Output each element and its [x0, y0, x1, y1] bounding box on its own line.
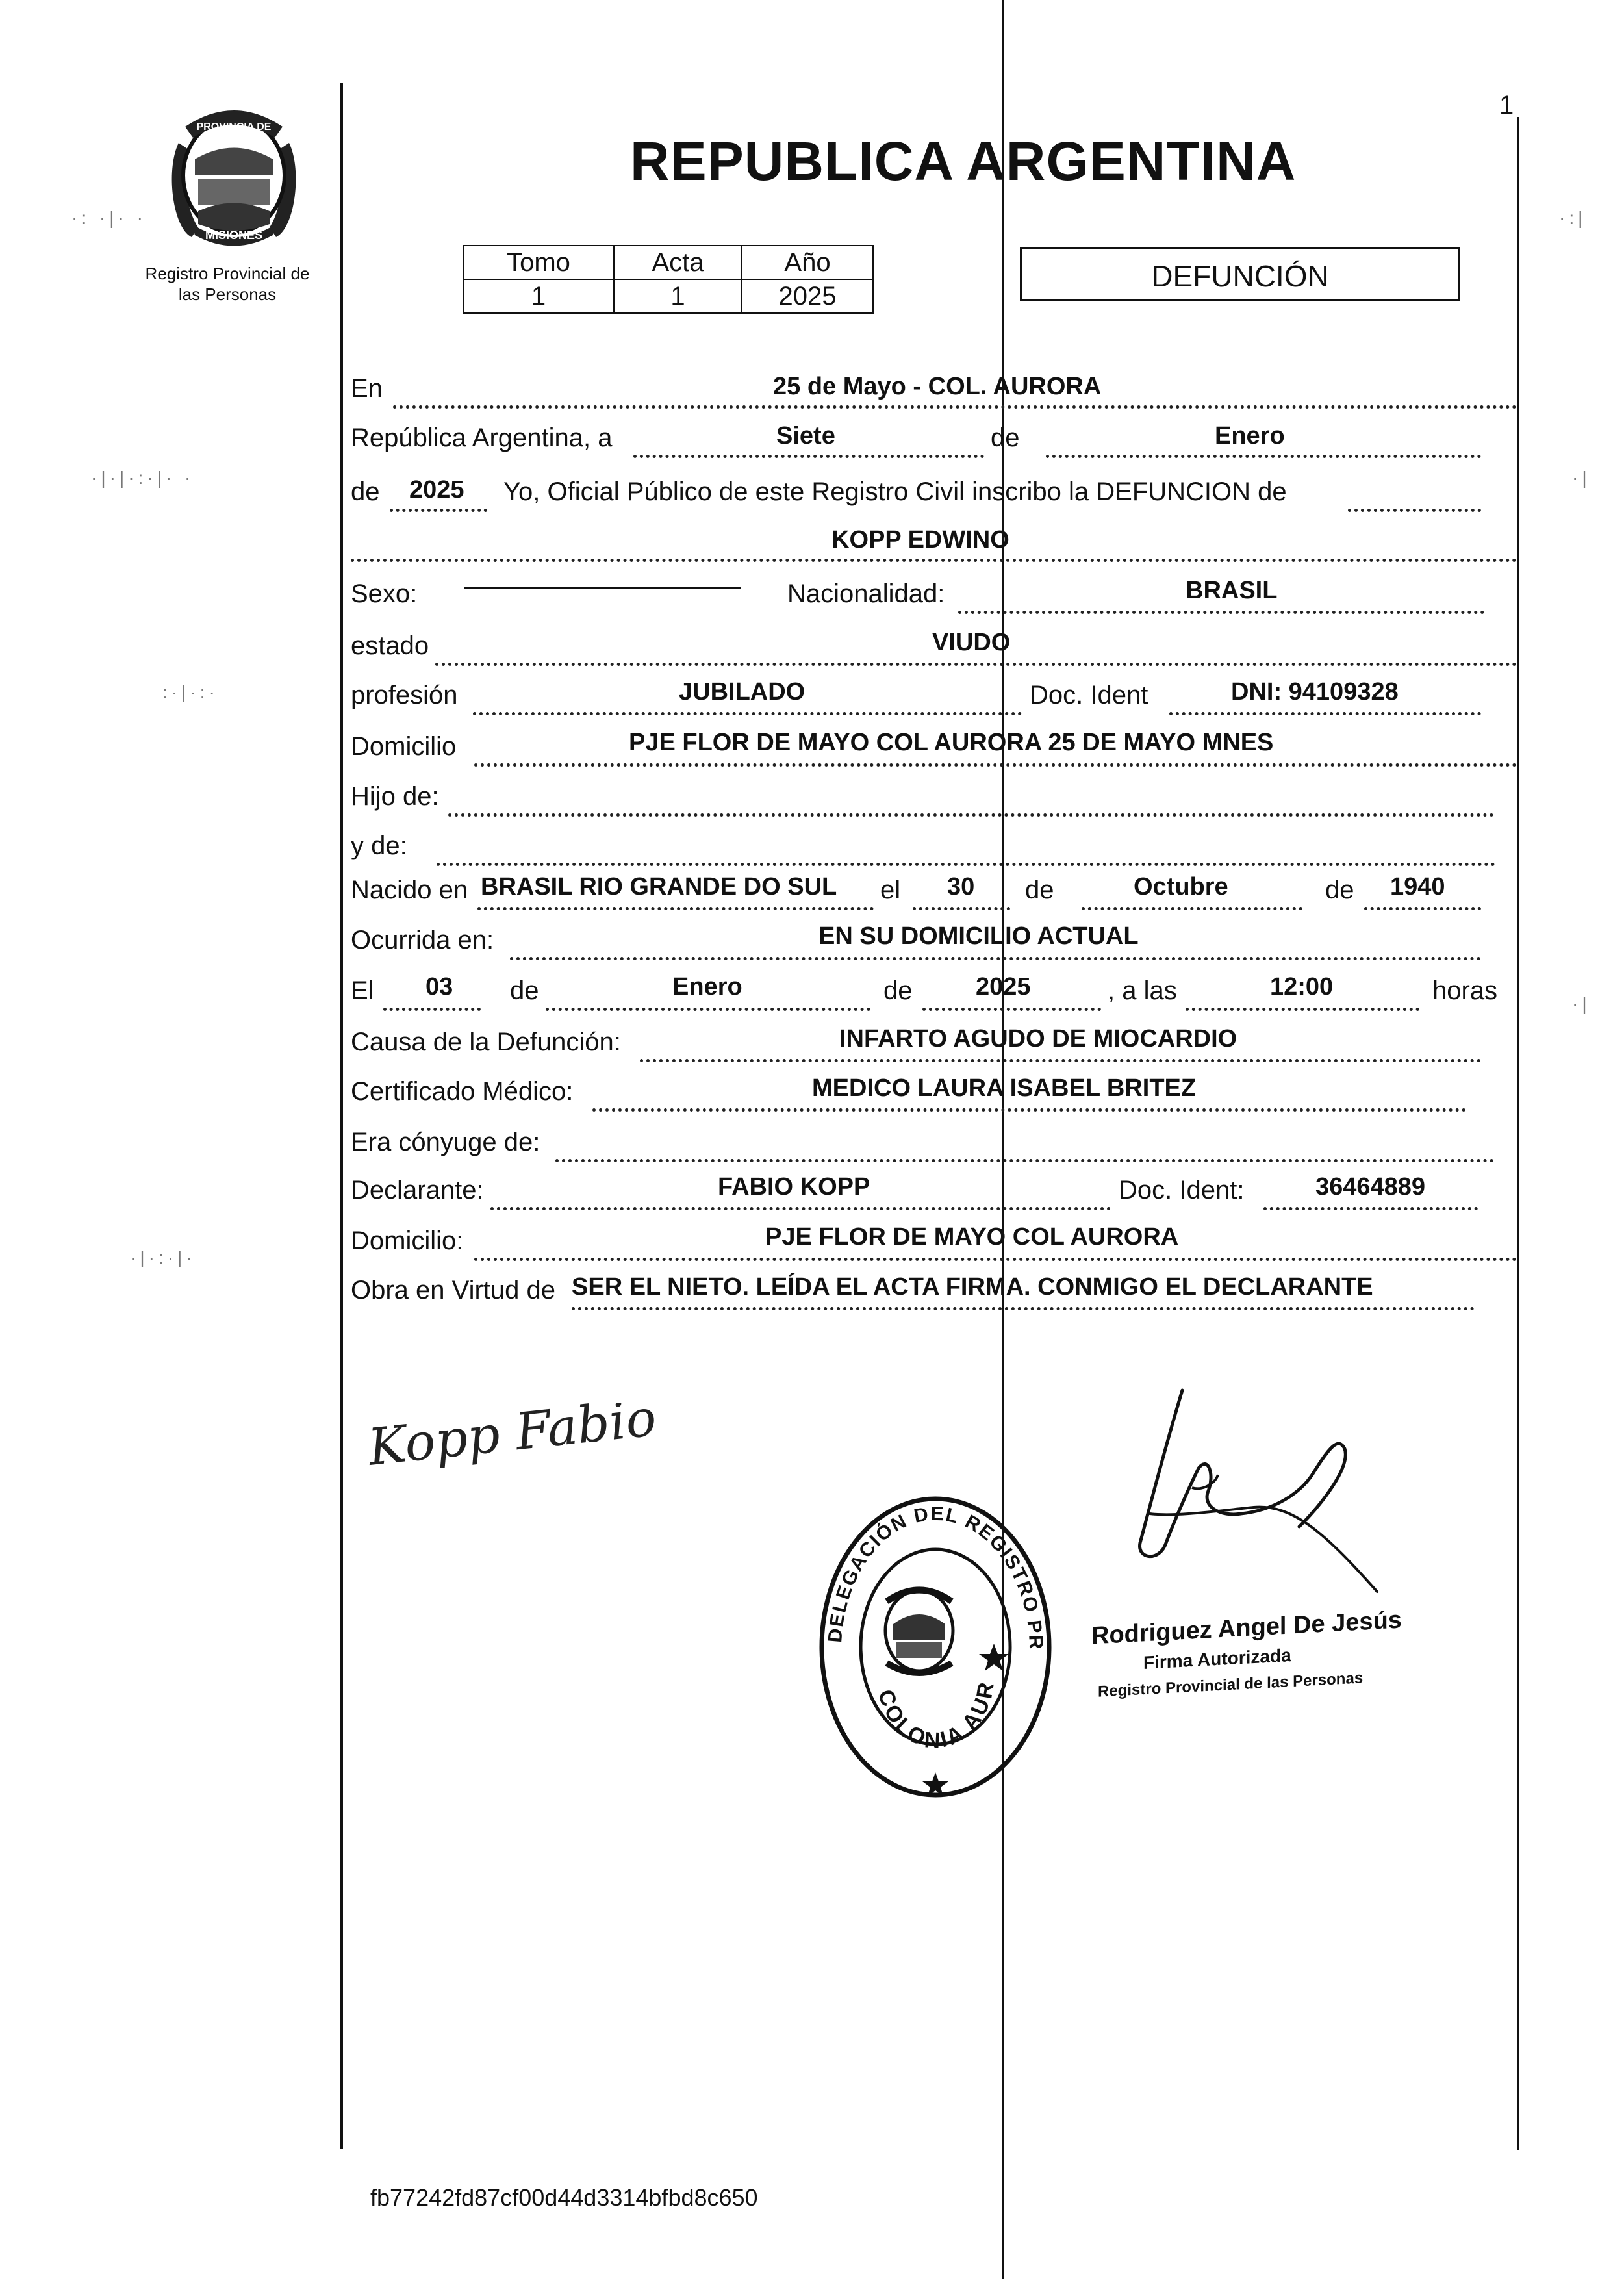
record-header-tomo: Tomo: [463, 246, 614, 279]
value-nacionalidad: BRASIL: [1186, 577, 1278, 604]
label-doc-ident: Doc. Ident: [1030, 681, 1148, 709]
value-obra: SER EL NIETO. LEÍDA EL ACTA FIRMA. CONMIGO EL DECLARANTE: [572, 1273, 1373, 1301]
record-header-acta: Acta: [614, 246, 742, 279]
page-number: 1: [1499, 91, 1514, 120]
value-nombre: KOPP EDWINO: [831, 526, 1009, 554]
org-name-line2: las Personas: [178, 285, 277, 304]
value-estado: VIUDO: [932, 629, 1011, 656]
value-profesion: JUBILADO: [679, 678, 806, 706]
value-anio-nacimiento: 1940: [1390, 873, 1445, 900]
label-ocurrida-en: Ocurrida en:: [351, 926, 494, 954]
official-stamp: [815, 1488, 1056, 1800]
field-hijo-de: [448, 783, 1494, 817]
value-certificado: MEDICO LAURA ISABEL BRITEZ: [812, 1075, 1197, 1102]
field-conyuge: [555, 1129, 1494, 1162]
scan-noise: :·|·:·: [162, 682, 219, 702]
record-value-anio: 2025: [742, 279, 873, 313]
label-inscribo: Yo, Oficial Público de este Registro Civil inscribo la DEFUNCION de: [503, 477, 1287, 506]
record-header-anio: Año: [742, 246, 873, 279]
field-y-de: [437, 833, 1495, 866]
value-doc-ident: DNI: 94109328: [1231, 678, 1399, 706]
label-el-cap: El: [351, 976, 374, 1005]
stamp-inner-text: COLONIA AUR: [872, 1678, 1000, 1753]
value-causa: INFARTO AGUDO DE MIOCARDIO: [839, 1025, 1237, 1052]
label-horas: horas: [1432, 976, 1498, 1005]
officer-office: Registro Provincial de las Personas: [1098, 1669, 1364, 1701]
value-anio-defuncion: 2025: [976, 973, 1031, 1000]
value-hora-defuncion: 12:00: [1270, 973, 1334, 1000]
label-y-de: y de:: [351, 832, 407, 860]
scan-noise: ·|: [1572, 994, 1591, 1014]
field-inscribo-tail: [1348, 479, 1481, 512]
value-lugar: 25 de Mayo - COL. AURORA: [773, 373, 1102, 400]
label-de-mes-def: de: [510, 976, 539, 1005]
label-causa: Causa de la Defunción:: [351, 1028, 621, 1056]
declarant-signature-text: Kopp Fabio: [365, 1403, 659, 1477]
value-mes-defuncion: Enero: [672, 973, 742, 1000]
label-domicilio-declarante: Domicilio:: [351, 1227, 464, 1255]
scan-noise: ·:|: [1559, 208, 1587, 228]
label-nacionalidad: Nacionalidad:: [787, 579, 945, 608]
label-domicilio: Domicilio: [351, 732, 457, 761]
record-value-tomo: 1: [463, 279, 614, 313]
value-declarante: FABIO KOPP: [718, 1173, 870, 1201]
record-type-box: DEFUNCIÓN: [1020, 247, 1460, 301]
scan-noise: ·|: [1572, 468, 1591, 488]
label-declarante: Declarante:: [351, 1176, 484, 1204]
label-el: el: [880, 876, 901, 904]
org-name: [117, 263, 338, 305]
label-doc-ident-declarante: Doc. Ident:: [1119, 1176, 1245, 1204]
officer-signature: [1104, 1377, 1416, 1611]
value-dia-defuncion: 03: [425, 973, 453, 1000]
label-de-mes: de: [991, 424, 1020, 452]
scan-noise: ·: ·|· ·: [71, 208, 147, 228]
value-anio-inscripcion: 2025: [409, 476, 464, 503]
value-dia-nacimiento: 30: [947, 873, 975, 900]
label-sexo: Sexo:: [351, 579, 418, 608]
left-margin-line: [340, 83, 343, 2149]
stamp-star-icon: [979, 1644, 1009, 1671]
record-table: [463, 245, 874, 314]
officer-name: Rodriguez Angel De Jesús: [1091, 1606, 1402, 1650]
emblem-text-bottom: MISIONES: [205, 229, 263, 242]
value-lugar-nacimiento: BRASIL RIO GRANDE DO SUL: [481, 873, 837, 900]
declarant-signature: [364, 1403, 702, 1520]
value-mes-inscripcion: Enero: [1215, 422, 1285, 450]
record-value-acta: 1: [614, 279, 742, 313]
document-hash: fb77242fd87cf00d44d3314bfbd8c650: [370, 2184, 758, 2211]
value-ocurrida-en: EN SU DOMICILIO ACTUAL: [818, 923, 1139, 950]
value-domicilio: PJE FLOR DE MAYO COL AURORA 25 DE MAYO MNES: [629, 729, 1274, 756]
document-title: REPUBLICA ARGENTINA: [630, 131, 1297, 192]
value-mes-nacimiento: Octubre: [1134, 873, 1228, 900]
scan-noise: ·|·:·|·: [130, 1247, 196, 1267]
emblem-text-top: PROVINCIA DE: [196, 121, 272, 133]
provincial-emblem: [159, 97, 309, 247]
label-conyuge: Era cónyuge de:: [351, 1128, 540, 1156]
scan-noise: ·|·|·:·|· ·: [91, 468, 195, 488]
value-doc-declarante: 36464889: [1315, 1173, 1426, 1201]
value-domicilio-declarante: PJE FLOR DE MAYO COL AURORA: [765, 1223, 1179, 1251]
label-de-anio-nac: de: [1325, 876, 1354, 904]
label-estado: estado: [351, 631, 429, 660]
label-obra: Obra en Virtud de: [351, 1276, 556, 1305]
label-de-mes-nac: de: [1025, 876, 1054, 904]
stamp-emblem-icon: [885, 1590, 953, 1674]
label-a-las: , a las: [1108, 976, 1177, 1005]
label-profesion: profesión: [351, 681, 458, 709]
label-hijo-de: Hijo de:: [351, 782, 439, 811]
label-republica: República Argentina, a: [351, 424, 613, 452]
org-name-line1: Registro Provincial de: [145, 264, 310, 283]
officer-title: Firma Autorizada: [1143, 1645, 1291, 1673]
value-dia-inscripcion: Siete: [776, 422, 835, 450]
right-margin-line: [1517, 117, 1519, 2150]
field-sexo-line: [464, 587, 741, 589]
stamp-outer-text: DELEGACIÓN DEL REGISTRO PR: [824, 1503, 1047, 1651]
label-en: En: [351, 374, 383, 403]
label-nacido-en: Nacido en: [351, 876, 468, 904]
label-de-anio-def: de: [883, 976, 913, 1005]
label-de-anio: de: [351, 477, 380, 506]
label-certificado: Certificado Médico:: [351, 1077, 574, 1106]
